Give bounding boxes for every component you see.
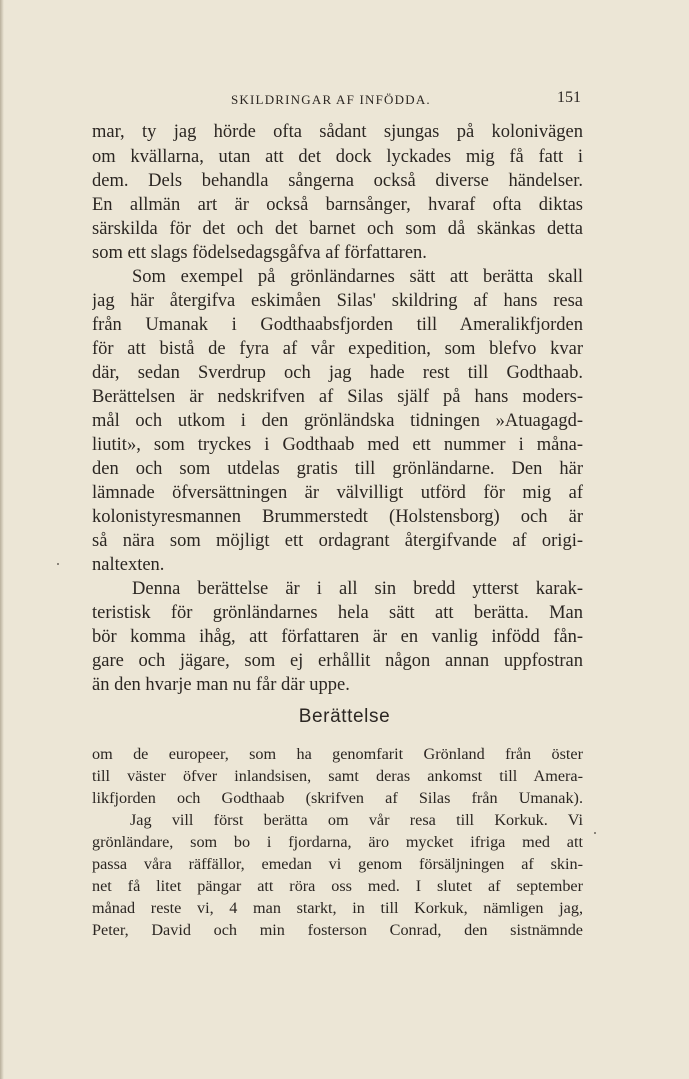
text-line: så nära som möjligt ett ordagrant återgifvande af origi- <box>92 531 583 551</box>
text-line: lämnade öfversättningen är välvilligt utförd för mig af <box>92 483 583 503</box>
page-number: 151 <box>557 89 581 106</box>
text-line: om kvällarna, utan att det dock lyckades mig få fatt i <box>92 147 583 167</box>
text-line: teristisk för grönländarnes hela sätt att berätta. Man <box>92 603 583 623</box>
text-line: likfjorden och Godthaab (skrifven af Silas från Umanak). <box>92 789 583 807</box>
text-line: naltexten. <box>92 555 165 575</box>
text-line: Peter, David och min fosterson Conrad, den sistnämnde <box>92 921 583 939</box>
text-line: grönländare, som bo i fjordarna, äro mycket ifriga med att <box>92 833 583 851</box>
paper-speck <box>594 832 596 834</box>
text-line: Berättelsen är nedskrifven af Silas själf på hans moders- <box>92 387 583 407</box>
text-line: där, sedan Sverdrup och jag hade rest till Godthaab. <box>92 363 583 383</box>
text-line: jag här återgifva eskimåen Silas' skildring af hans resa <box>92 291 583 311</box>
text-line: mål och utkom i den grönländska tidningen »Atuagagd- <box>92 411 583 431</box>
running-title: SKILDRINGAR AF INFÖDDA. <box>231 92 431 107</box>
text-line: särskilda för det och det barnet och som då skänkas detta <box>92 219 583 239</box>
text-line: mar, ty jag hörde ofta sådant sjungas på kolonivägen <box>92 122 583 142</box>
text-line: bör komma ihåg, att författaren är en vanlig infödd fån- <box>92 627 583 647</box>
text-line: liutit», som tryckes i Godthaab med ett nummer i måna- <box>92 435 583 455</box>
text-line: till väster öfver inlandsisen, samt deras ankomst till Amera- <box>92 767 583 785</box>
text-line: för att bistå de fyra af vår expedition, som blefvo kvar <box>92 339 583 359</box>
paper-speck <box>57 563 59 565</box>
text-line: från Umanak i Godthaabsfjorden till Ameralikfjorden <box>92 315 583 335</box>
page-edge-shadow <box>0 0 4 1079</box>
page-header <box>92 89 583 111</box>
text-line: Jag vill först berätta om vår resa till Korkuk. Vi <box>130 811 583 829</box>
text-line: som ett slags födelsedagsgåfva af författaren. <box>92 243 427 263</box>
text-line: månad reste vi, 4 man starkt, in till Korkuk, nämligen jag, <box>92 899 583 917</box>
text-line: dem. Dels behandla sångerna också diverse händelser. <box>92 171 583 191</box>
text-line: gare och jägare, som ej erhållit någon annan uppfostran <box>92 651 583 671</box>
text-line: än den hvarje man nu får där uppe. <box>92 675 350 695</box>
text-line: net få litet pängar att röra oss med. I slutet af september <box>92 877 583 895</box>
section-heading: Berättelse <box>298 706 391 727</box>
text-line: passa våra räffällor, emedan vi genom försäljningen af skin- <box>92 855 583 873</box>
text-line: En allmän art är också barnsånger, hvaraf ofta diktas <box>92 195 583 215</box>
text-line: Denna berättelse är i all sin bredd ytterst karak- <box>132 579 583 599</box>
text-line: Som exempel på grönländarnes sätt att berätta skall <box>132 267 583 287</box>
text-line: kolonistyresmannen Brummerstedt (Holstensborg) och är <box>92 507 583 527</box>
text-line: den och som utdelas gratis till grönländarne. Den här <box>92 459 583 479</box>
text-line: om de europeer, som ha genomfarit Grönland från öster <box>92 745 583 763</box>
